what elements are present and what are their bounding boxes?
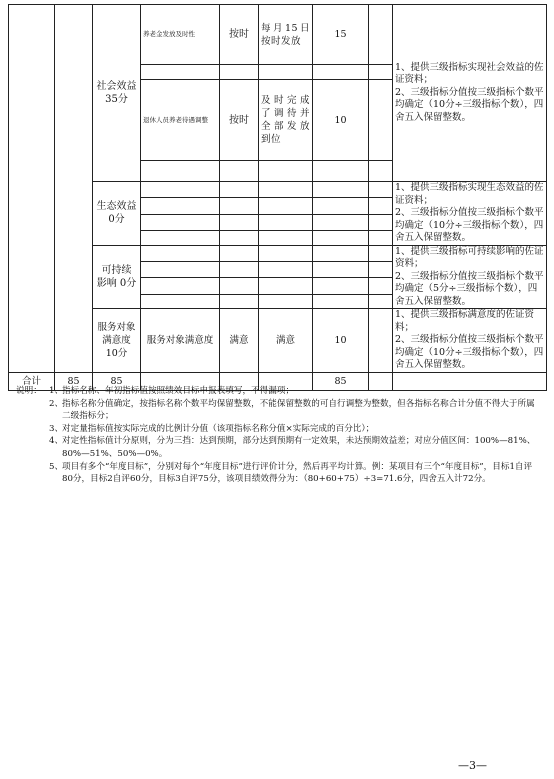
table-row (9, 5, 547, 65)
sustainable-impact-cell (93, 245, 141, 309)
performance-evaluation-table (8, 4, 547, 391)
note-line: 2、三级指标分值按三级指标个数平均确定（5分÷三级指标个数），四舍五入保留整数。 (395, 270, 544, 307)
note-line: 1、提供三级指标实现社会效益的佐证资料； (395, 61, 544, 86)
item-text: 项目有多个“年度目标”，分别对每个“年度目标”进行评价计分，然后再平均计算。例：某项目有三个“年度目标”，目标1自评80分，目标2自评60分，目标3自评75分，该项目绩效得分为：（80+60+75）÷3=71.6分，四舍五入计72分。 (62, 461, 533, 485)
social-benefit-name: 社会效益 (96, 81, 137, 92)
second-level-indicator-cell (55, 5, 93, 373)
satisfaction-note (393, 309, 547, 373)
note-line: 2、三级指标分值按三级指标个数平均确定（10分÷三级指标个数），四舍五入保留整数。 (395, 334, 544, 370)
note-line: 1、提供三级指标可持续影响的佐证资料； (395, 245, 544, 269)
total-score: 85 (313, 372, 369, 390)
first-level-indicator-cell (9, 5, 55, 373)
annual-target-cell: 满意 (220, 309, 259, 373)
item-number: 3、 (49, 423, 64, 434)
explanation-item (16, 385, 541, 398)
indicator-name-cell: 服务对象满意度 (141, 309, 220, 373)
note-line: 2、三级指标分值按三级指标个数平均确定（10分÷三级指标个数），四舍五入保留整数。 (395, 86, 544, 123)
item-number: 4、 (49, 436, 64, 447)
note-line: 1、提供三级指标实现生态效益的佐证资料； (395, 182, 544, 206)
satisfaction-l2-points: 10分 (105, 347, 128, 359)
explanation-item (16, 398, 541, 423)
blank-cell (369, 5, 393, 65)
item-number: 2、 (49, 398, 64, 409)
item-text: 对定性指标值计分原则，分为三挡：达到预期，部分达到预期有一定效果，未达预期效益差；对应分值区间：100%—81%、80%—51%、50%—0%。 (62, 436, 536, 459)
item-text: 对定量指标值按实际完成的比例计分值（该项指标名称分值×实际完成的百分比）； (62, 423, 375, 434)
sustainable-impact-points: 影响 0分 (96, 277, 137, 289)
item-number: 5、 (49, 461, 64, 472)
explanation-item (16, 435, 541, 460)
score-cell: 15 (313, 5, 369, 65)
satisfaction-l2-name: 服务对象满意度 (97, 321, 136, 346)
page-number: —3— (458, 759, 487, 772)
score-cell: 10 (313, 80, 369, 161)
indicator-name-cell: 养老金发放及时性 (141, 5, 220, 65)
annual-target-cell: 按时 (220, 80, 259, 161)
total-value-2: 85 (93, 372, 141, 390)
item-text: 指标名称分值确定，按指标名称个数平均保留整数，不能保留整数的可自行调整为整数，但各指标名称合计分值不得大于所属二级指标分； (62, 398, 535, 422)
actual-value-cell: 及时完成了调待并全部发放到位 (259, 80, 313, 161)
actual-value-cell: 每月15日按时发放 (259, 5, 313, 65)
ecological-benefit-note (393, 182, 547, 246)
total-value-1: 85 (55, 372, 93, 390)
note-line: 2、三级指标分值按三级指标个数平均确定（10分÷三级指标个数），四舍五入保留整数。 (395, 207, 544, 243)
social-benefit-note (393, 5, 547, 182)
sustainable-impact-name: 可持续 (101, 264, 132, 276)
indicator-name-cell: 退休人员养老待遇调整 (141, 80, 220, 161)
ecological-benefit-name: 生态效益 (96, 201, 137, 213)
actual-value-cell: 满意 (259, 309, 313, 373)
total-label: 合计 (9, 372, 55, 390)
item-text: 指标名称、年初指标值按照绩效目标申报表填写，不得漏项； (62, 386, 295, 396)
satisfaction-l2-cell (93, 309, 141, 373)
social-benefit-cell (93, 5, 141, 182)
note-line: 1、提供三级指标满意度的佐证资料； (395, 309, 535, 333)
explanation-notes (16, 385, 541, 486)
social-benefit-points: 35分 (105, 94, 128, 105)
annual-target-cell: 按时 (220, 5, 259, 65)
sustainable-impact-note (393, 245, 547, 309)
explanation-item (16, 423, 541, 436)
item-number: 1、 (49, 386, 64, 396)
explanation-label: 说明： (16, 386, 42, 396)
explanation-item (16, 461, 541, 486)
score-cell: 10 (313, 309, 369, 373)
ecological-benefit-cell (93, 182, 141, 246)
ecological-benefit-points: 0分 (108, 214, 125, 226)
